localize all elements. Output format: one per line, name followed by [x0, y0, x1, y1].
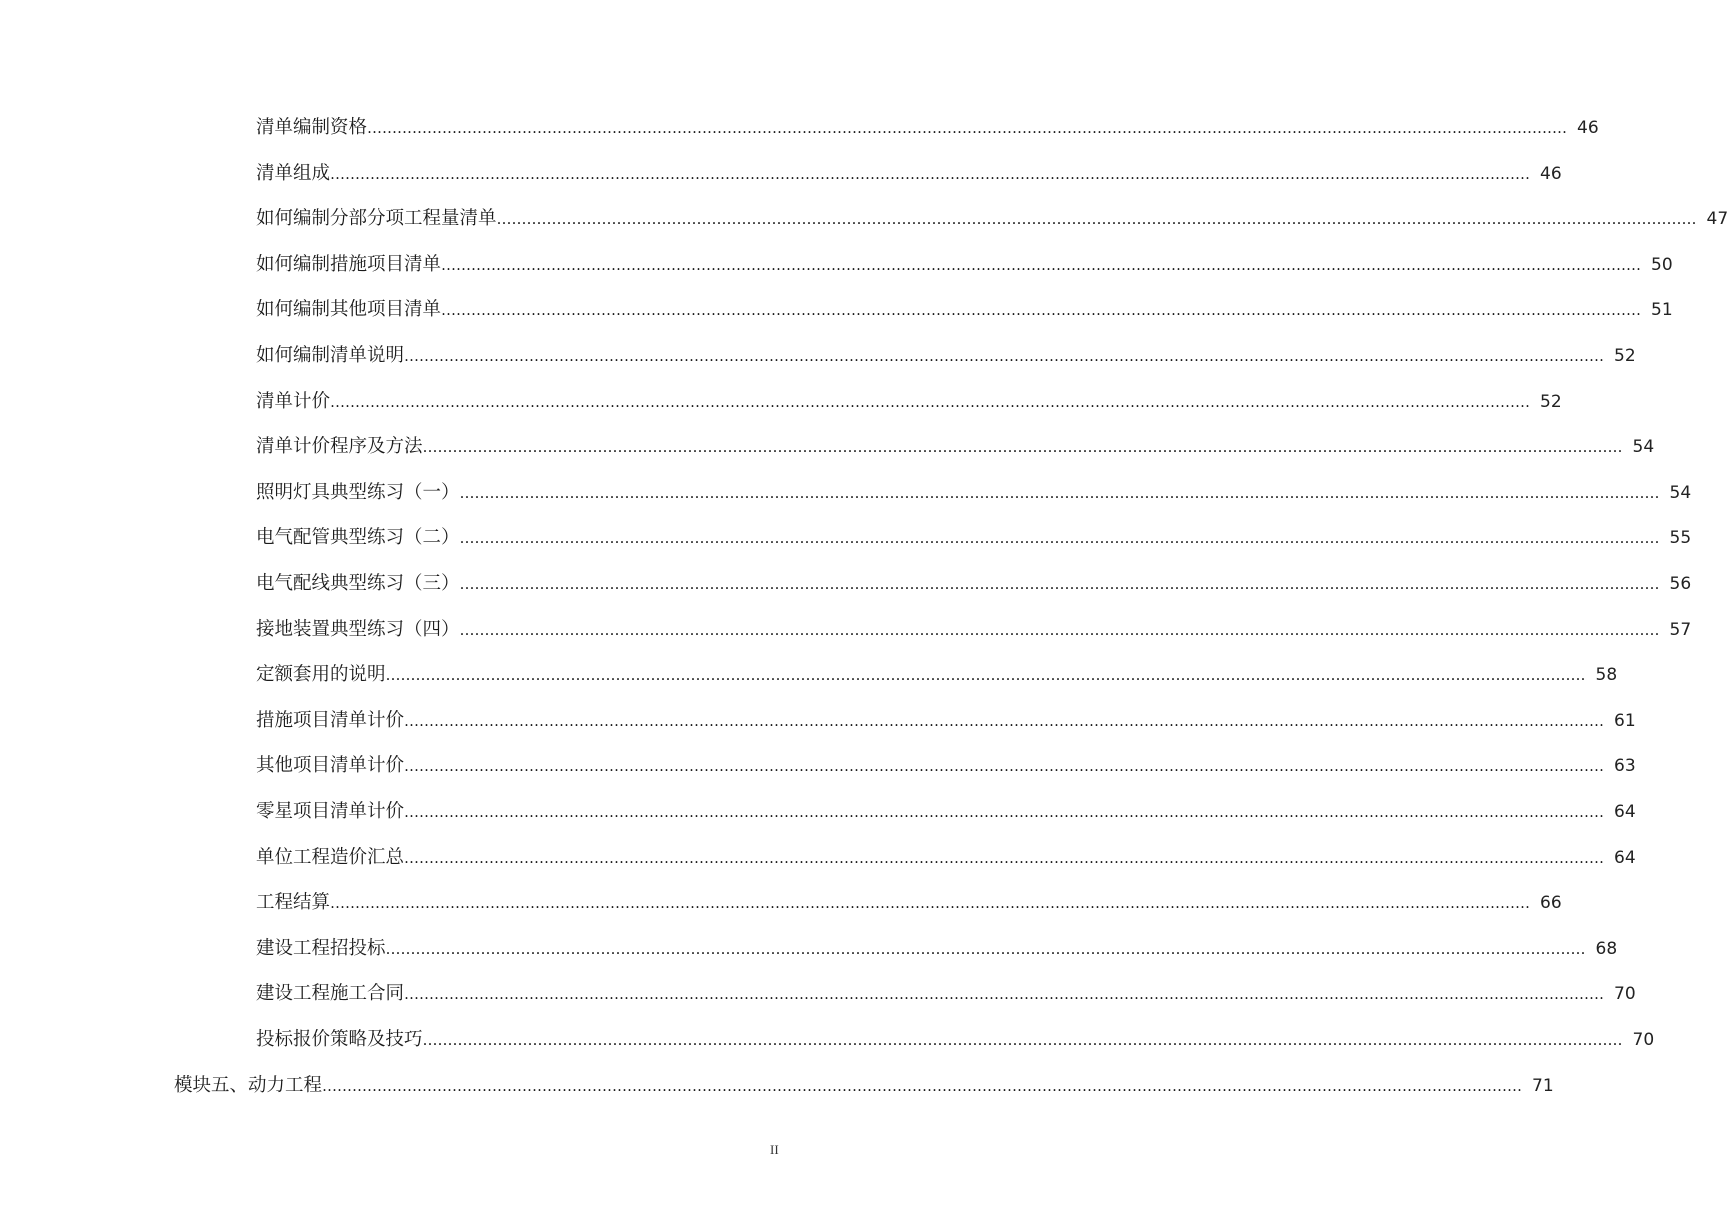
toc-entry[interactable] [256, 572, 1692, 596]
toc-dot-leader: …………………………………………………………………………………………………………………………………………………………………………………………………………………… [404, 985, 1605, 1004]
toc-entry[interactable] [256, 709, 1636, 733]
toc-entry-title: 电气配线典型练习（三） [256, 573, 460, 594]
toc-entry[interactable] [256, 390, 1562, 414]
toc-entry-page: 46 [1540, 163, 1562, 184]
toc-entry-title: 单位工程造价汇总 [256, 846, 405, 868]
page-number: II [770, 1142, 779, 1157]
toc-entry[interactable] [256, 618, 1692, 642]
toc-entry-page: 68 [1595, 938, 1618, 959]
toc-entry-title: 清单编制资格 [256, 117, 368, 138]
toc-entry-title: 如何编制措施项目清单 [256, 253, 442, 275]
toc-dot-leader: …………………………………………………………………………………………………………………………………………………………………………………………………………………… [404, 848, 1605, 867]
toc-entry-page: 46 [1577, 118, 1599, 138]
toc-entry[interactable] [256, 435, 1655, 459]
toc-entry-page: 51 [1651, 300, 1673, 321]
toc-entry-title: 定额套用的说明 [256, 664, 386, 686]
toc-entry-title: 如何编制其他项目清单 [256, 299, 442, 321]
toc-dot-leader: …………………………………………………………………………………………………………………………………………………………………………………………………………………… [459, 575, 1660, 593]
toc-dot-leader: …………………………………………………………………………………………………………………………………………………………………………………………………………………… [441, 301, 1642, 320]
toc-entry[interactable] [256, 526, 1692, 550]
toc-dot-leader: …………………………………………………………………………………………………………………………………………………………………………………………………………………… [322, 1076, 1523, 1095]
toc-entry-page: 54 [1632, 437, 1655, 458]
toc-dot-leader: …………………………………………………………………………………………………………………………………………………………………………………………………………………… [459, 620, 1660, 639]
toc-entry-page: 57 [1669, 619, 1692, 640]
toc-entry[interactable] [256, 344, 1636, 368]
toc-entry[interactable] [256, 298, 1673, 322]
toc-entry[interactable] [256, 253, 1673, 277]
toc-entry-title: 清单组成 [256, 162, 331, 184]
toc-entry[interactable] [256, 116, 1599, 140]
toc-entry-page: 54 [1669, 482, 1692, 503]
toc-entry-page: 56 [1669, 574, 1692, 594]
toc-dot-leader: …………………………………………………………………………………………………………………………………………………………………………………………………………………… [367, 119, 1568, 137]
toc-entry-title: 接地装置典型练习（四） [256, 618, 460, 640]
toc-entry-title: 建设工程施工合同 [256, 983, 405, 1005]
toc-entry-title: 如何编制清单说明 [256, 345, 405, 366]
toc-entry-title: 其他项目清单计价 [256, 755, 405, 777]
toc-entry[interactable] [256, 207, 1728, 231]
toc-entry-page: 64 [1614, 847, 1636, 868]
toc-entry-page: 64 [1614, 802, 1636, 822]
toc-entry-title: 清单计价程序及方法 [256, 436, 423, 458]
toc-entry-title: 投标报价策略及技巧 [256, 1029, 423, 1050]
toc-dot-leader: …………………………………………………………………………………………………………………………………………………………………………………………………………………… [330, 392, 1531, 411]
toc-entry-title: 照明灯具典型练习（一） [256, 481, 460, 503]
toc-dot-leader: …………………………………………………………………………………………………………………………………………………………………………………………………………………… [496, 210, 1697, 229]
toc-dot-leader: …………………………………………………………………………………………………………………………………………………………………………………………………………………… [385, 939, 1586, 958]
toc-entry[interactable] [256, 663, 1618, 687]
toc-entry-page: 47 [1706, 209, 1728, 230]
toc-dot-leader: …………………………………………………………………………………………………………………………………………………………………………………………………………………… [404, 803, 1605, 821]
toc-entry-title: 措施项目清单计价 [256, 709, 405, 731]
toc-entry-title: 工程结算 [256, 892, 331, 914]
toc-entry-page: 61 [1614, 710, 1636, 731]
toc-dot-leader: …………………………………………………………………………………………………………………………………………………………………………………………………………………… [441, 255, 1642, 274]
toc-dot-leader: …………………………………………………………………………………………………………………………………………………………………………………………………………………… [404, 347, 1605, 365]
toc-entry[interactable] [256, 162, 1562, 186]
toc-entry-title: 清单计价 [256, 390, 331, 412]
toc-dot-leader: …………………………………………………………………………………………………………………………………………………………………………………………………………………… [459, 483, 1660, 502]
toc-entry[interactable] [256, 846, 1636, 870]
toc-dot-leader: …………………………………………………………………………………………………………………………………………………………………………………………………………………… [422, 1031, 1623, 1049]
toc-entry-title: 如何编制分部分项工程量清单 [256, 208, 497, 230]
toc-entry-title: 零星项目清单计价 [256, 801, 405, 822]
toc-entry-page: 70 [1632, 1030, 1655, 1050]
toc-entry-page: 50 [1651, 254, 1673, 275]
toc-entry[interactable] [256, 754, 1636, 778]
toc-entry-page: 63 [1614, 756, 1636, 777]
toc-entry[interactable] [256, 982, 1636, 1006]
toc-entry[interactable] [256, 800, 1636, 824]
toc-entry-page: 52 [1540, 391, 1562, 412]
toc-dot-leader: …………………………………………………………………………………………………………………………………………………………………………………………………………………… [330, 894, 1531, 913]
toc-dot-leader: …………………………………………………………………………………………………………………………………………………………………………………………………………………… [330, 164, 1531, 183]
toc-entry-page: 66 [1540, 893, 1562, 914]
toc-entry-title: 模块五、动力工程 [174, 1074, 323, 1096]
toc-dot-leader: …………………………………………………………………………………………………………………………………………………………………………………………………………………… [385, 666, 1586, 685]
toc-dot-leader: …………………………………………………………………………………………………………………………………………………………………………………………………………………… [459, 529, 1660, 548]
toc-entry-page: 71 [1532, 1075, 1554, 1096]
toc-entry-page: 58 [1595, 665, 1618, 686]
toc-entry-title: 建设工程招投标 [256, 937, 386, 959]
toc-entry-page: 55 [1669, 528, 1692, 549]
toc-dot-leader: …………………………………………………………………………………………………………………………………………………………………………………………………………………… [404, 757, 1605, 776]
toc-dot-leader: …………………………………………………………………………………………………………………………………………………………………………………………………………………… [404, 711, 1605, 730]
toc-entry[interactable] [174, 1074, 1554, 1098]
toc-entry-title: 电气配管典型练习（二） [256, 527, 460, 549]
toc-entry[interactable] [256, 481, 1692, 505]
toc-entry[interactable] [256, 891, 1562, 915]
toc-entry-page: 70 [1614, 984, 1636, 1005]
toc-entry[interactable] [256, 937, 1618, 961]
toc-entry[interactable] [256, 1028, 1655, 1052]
toc-entry-page: 52 [1614, 346, 1636, 366]
toc-dot-leader: …………………………………………………………………………………………………………………………………………………………………………………………………………………… [422, 438, 1623, 457]
